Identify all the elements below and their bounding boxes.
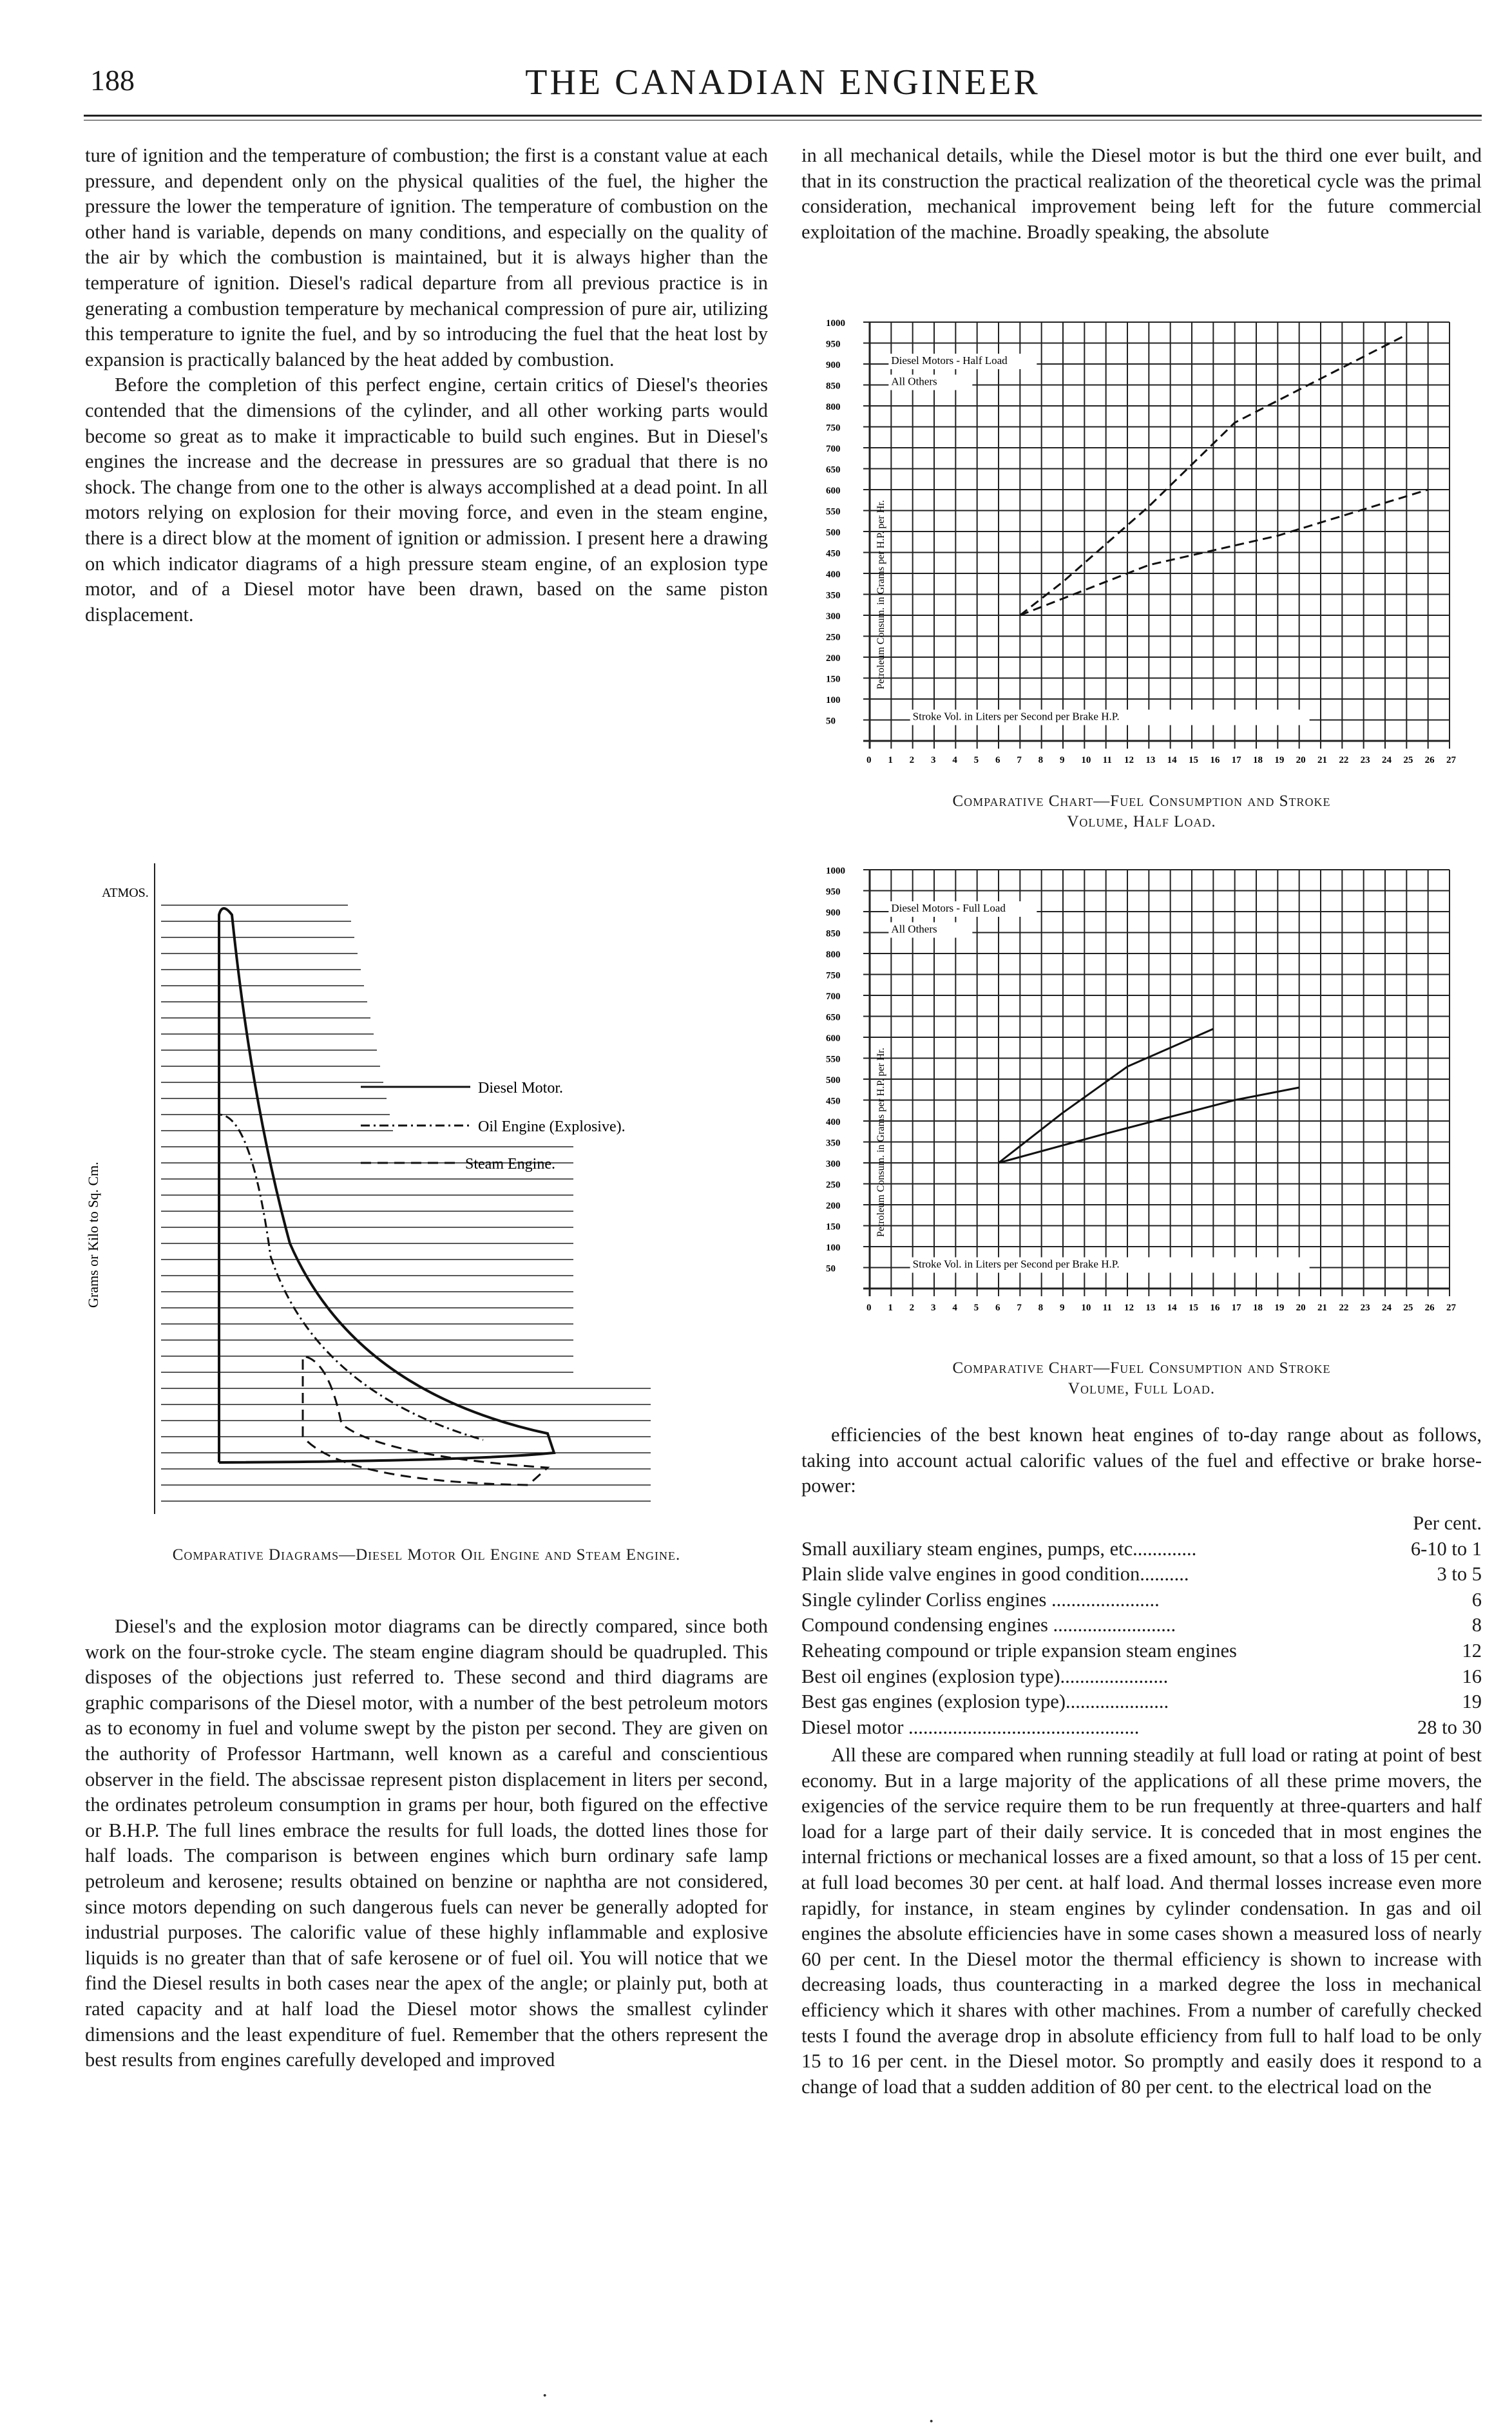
efficiency-row <box>801 1537 1482 1562</box>
chart-x-tick: 5 <box>973 1303 979 1313</box>
chart-x-tick: 19 <box>1274 755 1285 765</box>
chart-x-tick: 0 <box>866 1303 872 1313</box>
chart-x-tick: 16 <box>1210 755 1220 765</box>
chart-x-tick: 25 <box>1403 1303 1413 1313</box>
chart-x-tick: 20 <box>1296 1303 1306 1313</box>
oil-engine-curve <box>219 1115 483 1462</box>
chart-y-tick: 350 <box>826 590 841 601</box>
chart-x-tick: 9 <box>1060 755 1065 765</box>
efficiency-row <box>801 1613 1482 1638</box>
legend-oil: Oil Engine (Explosive). <box>478 1118 626 1135</box>
chart-x-tick: 1 <box>888 755 893 765</box>
chart-y-tick: 800 <box>826 402 841 412</box>
chart-y-tick: 1000 <box>826 866 845 876</box>
chart-x-tick: 8 <box>1038 1303 1044 1313</box>
indicator-diagram <box>84 844 773 1540</box>
chart-x-tick: 13 <box>1145 1303 1156 1313</box>
chart-y-tick: 400 <box>826 1117 841 1127</box>
chart-x-tick: 10 <box>1081 1303 1091 1313</box>
chart-full-caption-line: Comparative Chart—Fuel Consumption and Stroke <box>952 1359 1331 1377</box>
chart-y-tick: 750 <box>826 970 841 981</box>
chart-y-tick: 400 <box>826 570 841 580</box>
chart-x-tick: 23 <box>1360 1303 1370 1313</box>
chart-legend-others: All Others <box>891 923 937 935</box>
chart-x-tick: 6 <box>995 1303 1000 1313</box>
efficiency-row <box>801 1638 1482 1664</box>
chart-x-tick: 21 <box>1317 1303 1327 1313</box>
efficiency-table <box>801 1511 1482 1740</box>
chart-y-tick: 450 <box>826 548 841 559</box>
right-column-mid <box>801 1423 1482 1499</box>
chart-y-tick: 650 <box>826 465 841 475</box>
chart-x-tick: 4 <box>952 755 957 765</box>
chart-y-tick: 50 <box>826 1263 836 1274</box>
chart-y-tick: 850 <box>826 928 841 939</box>
chart-x-tick: 22 <box>1339 1303 1349 1313</box>
efficiency-row-value: 6 <box>1471 1588 1482 1611</box>
chart-y-tick: 1000 <box>826 318 845 329</box>
efficiency-row-label: Best gas engines (explosion type)..................... <box>801 1691 1169 1713</box>
chart-x-tick: 27 <box>1446 755 1456 765</box>
chart-y-label: Petroleum Consum. in Grams per H.P. per Hr. <box>876 500 886 689</box>
chart-full-caption <box>801 1358 1482 1399</box>
chart-x-tick: 18 <box>1253 1303 1263 1313</box>
chart-y-label: Petroleum Consum. in Grams per H.P. per Hr. <box>876 1048 886 1237</box>
efficiency-row <box>801 1664 1482 1690</box>
chart-x-tick: 25 <box>1403 755 1413 765</box>
chart-x-tick: 22 <box>1339 755 1349 765</box>
chart-y-tick: 950 <box>826 886 841 897</box>
left-column-top <box>85 143 768 628</box>
chart-x-tick: 20 <box>1296 755 1306 765</box>
chart-y-tick: 900 <box>826 360 841 370</box>
efficiency-row-label: Small auxiliary steam engines, pumps, etc............. <box>801 1537 1197 1560</box>
chart-x-tick: 15 <box>1189 755 1198 765</box>
diagram-side-label: Grams or Kilo to Sq. Cm. <box>85 1162 101 1308</box>
chart-x-tick: 9 <box>1060 1303 1065 1313</box>
efficiency-row-value: 28 to 30 <box>1417 1716 1482 1738</box>
chart-x-tick: 4 <box>952 1303 957 1313</box>
chart-x-tick: 26 <box>1424 755 1435 765</box>
chart-x-tick: 12 <box>1124 755 1134 765</box>
right-column-bottom <box>801 1743 1482 2100</box>
chart-x-tick: 27 <box>1446 1303 1456 1313</box>
page-number: 188 <box>90 64 135 97</box>
header-rule <box>84 115 1482 117</box>
chart-x-tick: 12 <box>1124 1303 1134 1313</box>
efficiency-row-label: Compound condensing engines ......................... <box>801 1614 1176 1636</box>
efficiency-row <box>801 1562 1482 1587</box>
chart-x-tick: 2 <box>909 755 915 765</box>
chart-y-tick: 600 <box>826 486 841 496</box>
chart-y-tick: 950 <box>826 339 841 350</box>
stray-mark: · <box>541 2384 549 2408</box>
chart-x-tick: 8 <box>1038 755 1044 765</box>
chart-x-label: Stroke Vol. in Liters per Second per Brake H.P. <box>912 710 1120 723</box>
chart-x-tick: 17 <box>1231 755 1241 765</box>
stray-mark: · <box>928 2410 935 2433</box>
efficiency-row-value: 16 <box>1462 1665 1482 1687</box>
chart-x-tick: 14 <box>1167 1303 1177 1313</box>
efficiency-row-value: 3 to 5 <box>1437 1563 1482 1586</box>
paragraph: in all mechanical details, while the Diesel motor is but the third one ever built, and that in its construction the practical realization of the theoretical cycle was the primal consideration, mechanical improvement being left for the future commercial exploitation of the machine. Broadly speaking, the absolute <box>801 144 1482 243</box>
chart-y-tick: 200 <box>826 653 841 664</box>
diagram-caption: Comparative Diagrams—Diesel Motor Oil Engine and Steam Engine. <box>172 1546 681 1564</box>
chart-y-tick: 650 <box>826 1012 841 1023</box>
chart-x-tick: 15 <box>1189 1303 1198 1313</box>
chart-x-tick: 1 <box>888 1303 893 1313</box>
chart-y-tick: 550 <box>826 506 841 517</box>
chart-y-tick: 800 <box>826 950 841 960</box>
chart-full-load <box>825 857 1469 1334</box>
chart-x-tick: 24 <box>1382 1303 1392 1313</box>
chart-x-tick: 7 <box>1017 1303 1022 1313</box>
chart-x-tick: 6 <box>995 755 1000 765</box>
efficiency-row-label: Plain slide valve engines in good condition.......... <box>801 1563 1189 1586</box>
chart-x-tick: 0 <box>866 755 872 765</box>
chart-half-caption-line: Volume, Half Load. <box>1067 813 1216 830</box>
chart-y-tick: 600 <box>826 1033 841 1044</box>
chart-x-tick: 18 <box>1253 755 1263 765</box>
chart-half-caption-line: Comparative Chart—Fuel Consumption and Stroke <box>952 792 1331 810</box>
efficiency-row-value: 19 <box>1462 1691 1482 1713</box>
chart-y-tick: 850 <box>826 381 841 392</box>
chart-y-tick: 700 <box>826 992 841 1002</box>
chart-y-tick: 250 <box>826 632 841 643</box>
chart-x-tick: 2 <box>909 1303 915 1313</box>
paragraph: All these are compared when running steadily at full load or rating at point of best economy. But in a large majority of the applications of all these prime movers, the exigencies of the service require them to be run frequently at three-quarters and half load for a large part of their daily service. It is conceded that in most engines the internal frictions or mechanical losses are a fixed amount, so that a loss of 15 per cent. at full load becomes 30 per cent. at half load. And thermal losses increase even more rapidly, for instance, in steam engines by cylinder condensation. In gas and oil engines the absolute efficiencies have in some cases shown a measured loss of nearly 60 per cent. In the Diesel motor the thermal efficiency is shown to increase with decreasing loads, thus counteracting in a marked degree the loss in mechanical efficiency which it shares with other machines. From a number of carefully checked tests I found the average drop in absolute efficiency from full to half load to be only 15 to 16 per cent. in the Diesel motor. So promptly and easily does it respond to a change of load that a sudden addition of 80 per cent. to the electrical load on the <box>801 1744 1482 2098</box>
page-header <box>84 58 1482 110</box>
chart-x-tick: 24 <box>1382 755 1392 765</box>
chart-x-tick: 23 <box>1360 755 1370 765</box>
chart-y-tick: 300 <box>826 611 841 622</box>
chart-x-tick: 14 <box>1167 755 1177 765</box>
chart-x-tick: 11 <box>1102 1303 1112 1313</box>
left-column-bottom <box>85 1614 768 2073</box>
diagram-atmos-label: ATMOS. <box>102 886 149 900</box>
right-column-top <box>801 143 1482 245</box>
chart-x-tick: 11 <box>1102 755 1112 765</box>
chart-y-tick: 150 <box>826 674 841 685</box>
efficiency-row-value: 6-10 to 1 <box>1410 1537 1482 1560</box>
chart-legend-diesel: Diesel Motors - Half Load <box>891 354 1008 367</box>
efficiency-row <box>801 1587 1482 1613</box>
chart-x-tick: 7 <box>1017 755 1022 765</box>
chart-y-tick: 50 <box>826 716 836 727</box>
efficiency-row-value: 12 <box>1462 1639 1482 1662</box>
legend-diesel: Diesel Motor. <box>478 1080 563 1097</box>
chart-x-tick: 5 <box>973 755 979 765</box>
chart-legend-others: All Others <box>891 375 937 388</box>
chart-y-tick: 750 <box>826 423 841 434</box>
chart-x-tick: 3 <box>931 1303 936 1313</box>
efficiency-row-label: Reheating compound or triple expansion steam engines <box>801 1639 1237 1662</box>
chart-y-tick: 900 <box>826 908 841 918</box>
chart-x-tick: 17 <box>1231 1303 1241 1313</box>
chart-y-tick: 250 <box>826 1180 841 1191</box>
chart-y-tick: 100 <box>826 1243 841 1253</box>
chart-x-tick: 3 <box>931 755 936 765</box>
efficiency-row <box>801 1715 1482 1741</box>
efficiency-row-label: Diesel motor ............................................... <box>801 1716 1140 1738</box>
chart-half-load <box>825 309 1469 786</box>
paragraph: Before the completion of this perfect engine, certain critics of Diesel's theories contended that the dimensions of the cylinder, and all other working parts would become so great as to make it impracticable to build such engines. But in Diesel's engines the increase and the decrease in pressures are so gradual that there is no shock. The change from one to the other is always accomplished at a dead point. In all motors relying on explosion for their moving force, and even in the steam engine, there is a direct blow at the moment of ignition or admission. I present here a drawing on which indicator diagrams of a high pressure steam engine, of an explosion type motor, and of a Diesel motor have been drawn, based on the same piston displacement. <box>85 374 768 626</box>
chart-y-tick: 350 <box>826 1138 841 1149</box>
chart-x-tick: 26 <box>1424 1303 1435 1313</box>
legend-steam: Steam Engine. <box>465 1156 555 1173</box>
chart-y-tick: 150 <box>826 1222 841 1232</box>
chart-y-tick: 450 <box>826 1096 841 1107</box>
chart-x-tick: 21 <box>1317 755 1327 765</box>
chart-x-tick: 10 <box>1081 755 1091 765</box>
chart-x-tick: 13 <box>1145 755 1156 765</box>
paragraph: Diesel's and the explosion motor diagrams can be directly compared, since both work on the four-stroke cycle. The steam engine diagram should be quadrupled. This disposes of the objections just referred to. These second and third diagrams are graphic comparisons of the Diesel motor, with a number of the best petroleum motors as to economy in fuel and volume swept by the piston per second. They are given on the authority of Professor Hartmann, well known as a careful and conscientious observer in the field. The abscissae represent piston displacement in liters per second, the ordinates petroleum consumption in grams per hour, both figured on the effective or B.H.P. The full lines embrace the results for full loads, the dotted lines those for half loads. The comparison is between engines which burn ordinary safe lamp petroleum and kerosene; results obtained on benzine or naphtha are not considered, since motors depending on such dangerous fuels can never be generally adopted for industrial purposes. The calorific value of these highly inflammable and explosive liquids is no greater than that of safe kerosene or of fuel oil. You will notice that we find the Diesel results in both cases near the apex of the angle; or plainly put, both at rated capacity and at half load the Diesel motor shows the smallest cylinder dimensions and the least expenditure of fuel. Remember that the others represent the best results from engines carefully developed and improved <box>85 1615 768 2071</box>
chart-y-tick: 500 <box>826 528 841 538</box>
chart-half-caption <box>801 791 1482 832</box>
chart-x-label: Stroke Vol. in Liters per Second per Brake H.P. <box>912 1258 1120 1270</box>
efficiency-row <box>801 1689 1482 1715</box>
journal-title: THE CANADIAN ENGINEER <box>525 62 1040 102</box>
efficiency-row-label: Best oil engines (explosion type)...................... <box>801 1665 1169 1687</box>
efficiency-row-value: 8 <box>1471 1614 1482 1636</box>
chart-y-tick: 500 <box>826 1075 841 1086</box>
chart-full-caption-line: Volume, Full Load. <box>1067 1380 1216 1397</box>
chart-y-tick: 200 <box>826 1201 841 1211</box>
paragraph: efficiencies of the best known heat engines of to-day range about as follows, taking into account actual calorific values of the fuel and effective or brake horse-power: <box>801 1424 1482 1497</box>
chart-legend-diesel: Diesel Motors - Full Load <box>891 902 1006 914</box>
diagram-grid <box>155 863 651 1514</box>
diesel-curve <box>219 908 554 1462</box>
chart-x-tick: 19 <box>1274 1303 1285 1313</box>
efficiency-row-label: Single cylinder Corliss engines ...................... <box>801 1588 1160 1611</box>
chart-y-tick: 700 <box>826 444 841 454</box>
chart-y-tick: 100 <box>826 695 841 705</box>
chart-x-tick: 16 <box>1210 1303 1220 1313</box>
chart-y-tick: 300 <box>826 1159 841 1169</box>
paragraph: ture of ignition and the temperature of combustion; the first is a constant value at each pressure, and dependent only on the physical qualities of the fuel, the higher the pressure the lower the temperature of ignition. The temperature of combustion on the other hand is variable, depends on many conditions, and especially on the quality of the air by which the combustion is maintained, but it is always higher than the temperature of ignition. Diesel's radical departure from all previous practice is in generating a combustion temperature by mechanical compression of pure air, utilizing this temperature to ignite the fuel, and by so introducing the fuel that the heat lost by expansion is practically balanced by the heat added by combustion. <box>85 144 768 370</box>
efficiency-table-header: Per cent. <box>1413 1512 1482 1534</box>
chart-y-tick: 550 <box>826 1054 841 1065</box>
